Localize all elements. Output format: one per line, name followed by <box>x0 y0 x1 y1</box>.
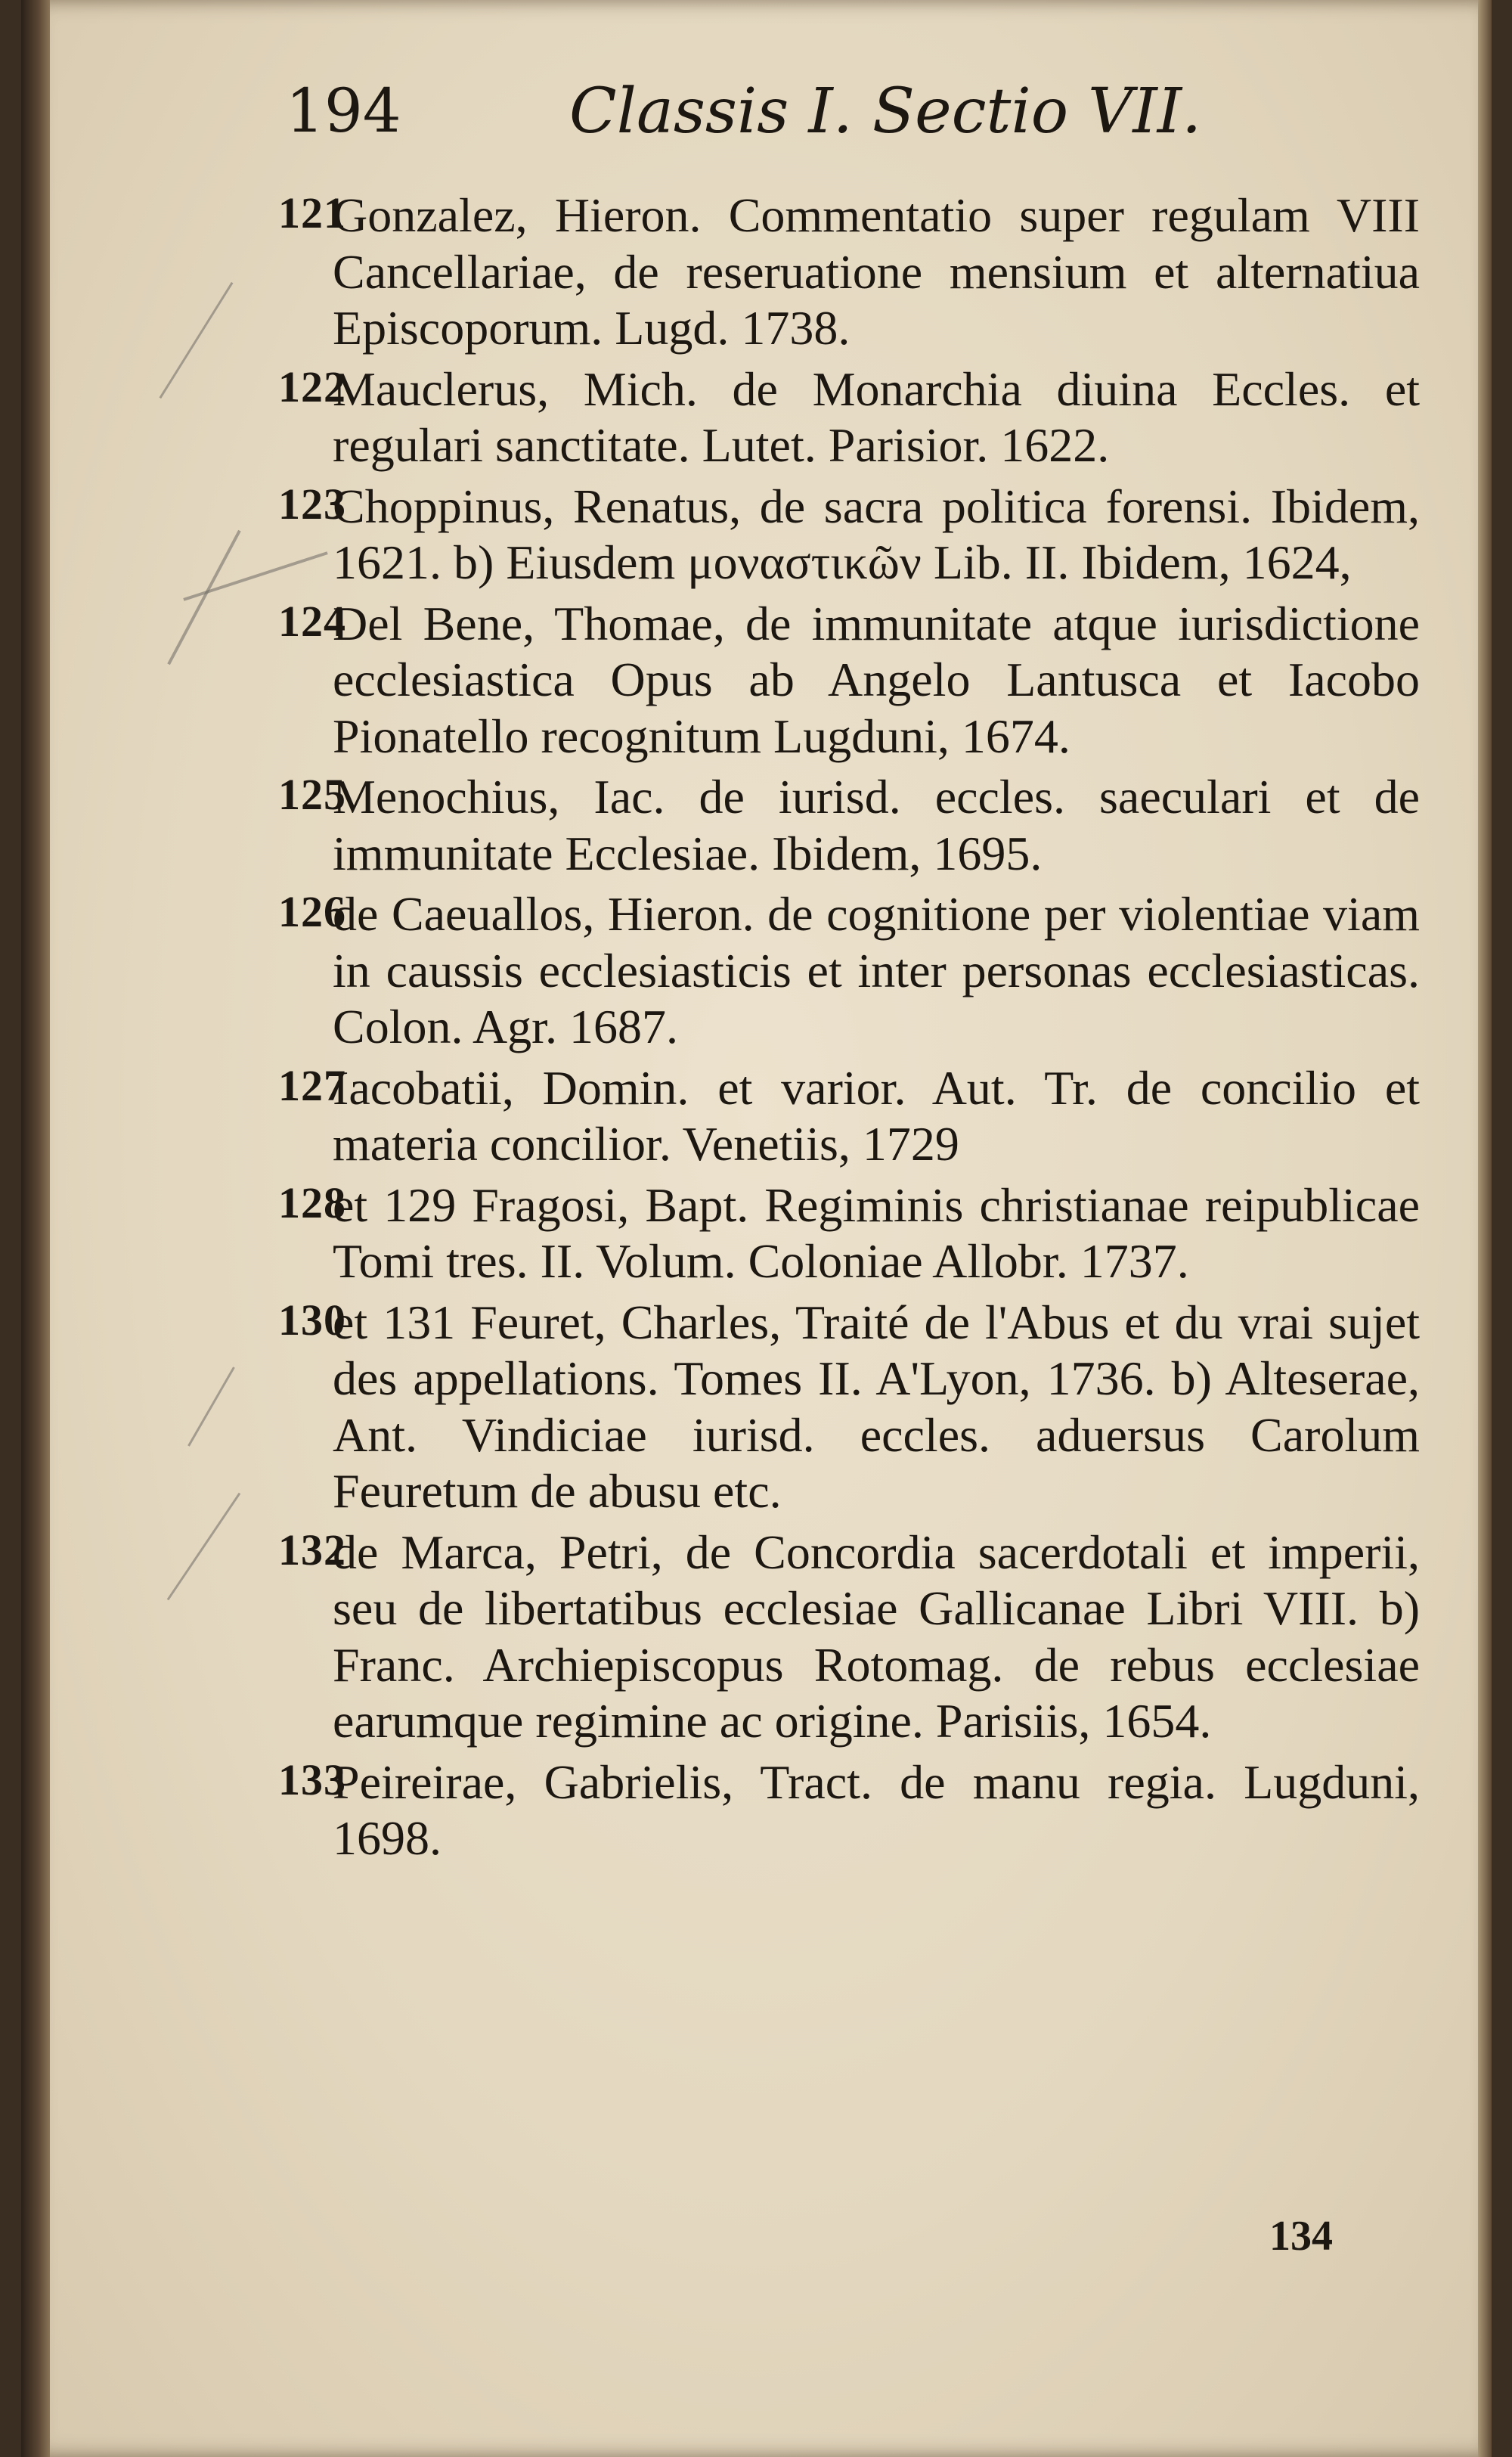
entry-number: 127 <box>278 1060 346 1110</box>
running-title: Classis I. Sectio VII. <box>569 76 1202 147</box>
entry-text: Menochius, Iac. de iurisd. eccles. saeculari et de immunitate Ecclesiae. Ibidem, 1695. <box>333 770 1420 880</box>
bibliography-entry <box>278 596 1420 765</box>
entry-number: 128 <box>278 1177 346 1227</box>
page-number: 194 <box>286 76 401 146</box>
bibliography-entry <box>278 1525 1420 1750</box>
bibliography-entry <box>278 769 1420 882</box>
entry-number: 133 <box>278 1754 346 1804</box>
entry-number: 132 <box>278 1525 346 1574</box>
entry-text: Choppinus, Renatus, de sacra politica forensi. Ibidem, 1621. b) Eiusdem μοναστικῶν Lib. II. Ibidem, 1624, <box>333 479 1420 589</box>
entry-number: 125 <box>278 770 346 819</box>
page-header <box>278 76 1306 166</box>
book-page <box>21 0 1492 2457</box>
binding-gutter <box>21 0 50 2457</box>
bibliography-entry <box>278 188 1420 357</box>
bibliography-entry <box>278 479 1420 591</box>
entry-text: Del Bene, Thomae, de immunitate atque iurisdictione ecclesiastica Opus ab Angelo Lantusca et Iacobo Pionatello recognitum Lugduni, 1674. <box>333 596 1420 763</box>
entry-text: Mauclerus, Mich. de Monarchia diuina Eccles. et regulari sanctitate. Lutet. Parisior. 1622. <box>333 361 1420 472</box>
entry-number: 123 <box>278 479 346 529</box>
pencil-mark <box>167 530 240 665</box>
bibliography-entry <box>278 886 1420 1056</box>
bibliography-entry <box>278 1177 1420 1290</box>
pencil-mark <box>160 282 234 399</box>
entry-text: et 131 Feuret, Charles, Traité de l'Abus et du vrai sujet des appellations. Tomes II. A'Lyon, 1736. b) Alteserae, Ant. Vindiciae iurisd. eccles. aduersus Carolum Feuretum de abusu etc. <box>333 1295 1420 1518</box>
entry-text: de Marca, Petri, de Concordia sacerdotali et imperii, seu de libertatibus ecclesiae Gallicanae Libri VIII. b) Franc. Archiepiscopus Rotomag. de rebus ecclesiae earumque regimine ac origine. Parisiis, 1654. <box>333 1525 1420 1748</box>
bibliography-entry <box>278 1754 1420 1867</box>
entry-text: Gonzalez, Hieron. Commentatio super regulam VIII Cancellariae, de reseruatione mensium et alternatiua Episcoporum. Lugd. 1738. <box>333 188 1420 355</box>
entry-text: Peireirae, Gabrielis, Tract. de manu regia. Lugduni, 1698. <box>333 1754 1420 1865</box>
page-edge <box>1478 0 1492 2457</box>
bibliography-entry <box>278 361 1420 474</box>
entry-text: de Caeuallos, Hieron. de cognitione per violentiae viam in caussis ecclesiasticis et inter personas ecclesiasticas. Colon. Agr. 1687. <box>333 887 1420 1053</box>
pencil-mark <box>187 1367 235 1446</box>
bibliography-entry <box>278 1295 1420 1520</box>
bibliography-list <box>278 188 1420 1872</box>
catchword: 134 <box>1269 2213 1333 2260</box>
pencil-mark <box>167 1493 241 1601</box>
entry-number: 130 <box>278 1295 346 1345</box>
bibliography-entry <box>278 1060 1420 1173</box>
entry-number: 124 <box>278 596 346 646</box>
entry-number: 126 <box>278 887 346 936</box>
entry-text: et 129 Fragosi, Bapt. Regiminis christianae reipublicae Tomi tres. II. Volum. Coloniae Allobr. 1737. <box>333 1177 1420 1288</box>
entry-text: Iacobatii, Domin. et varior. Aut. Tr. de concilio et materia concilior. Venetiis, 1729 <box>333 1060 1420 1171</box>
entry-number: 121 <box>278 188 346 237</box>
entry-number: 122 <box>278 361 346 411</box>
